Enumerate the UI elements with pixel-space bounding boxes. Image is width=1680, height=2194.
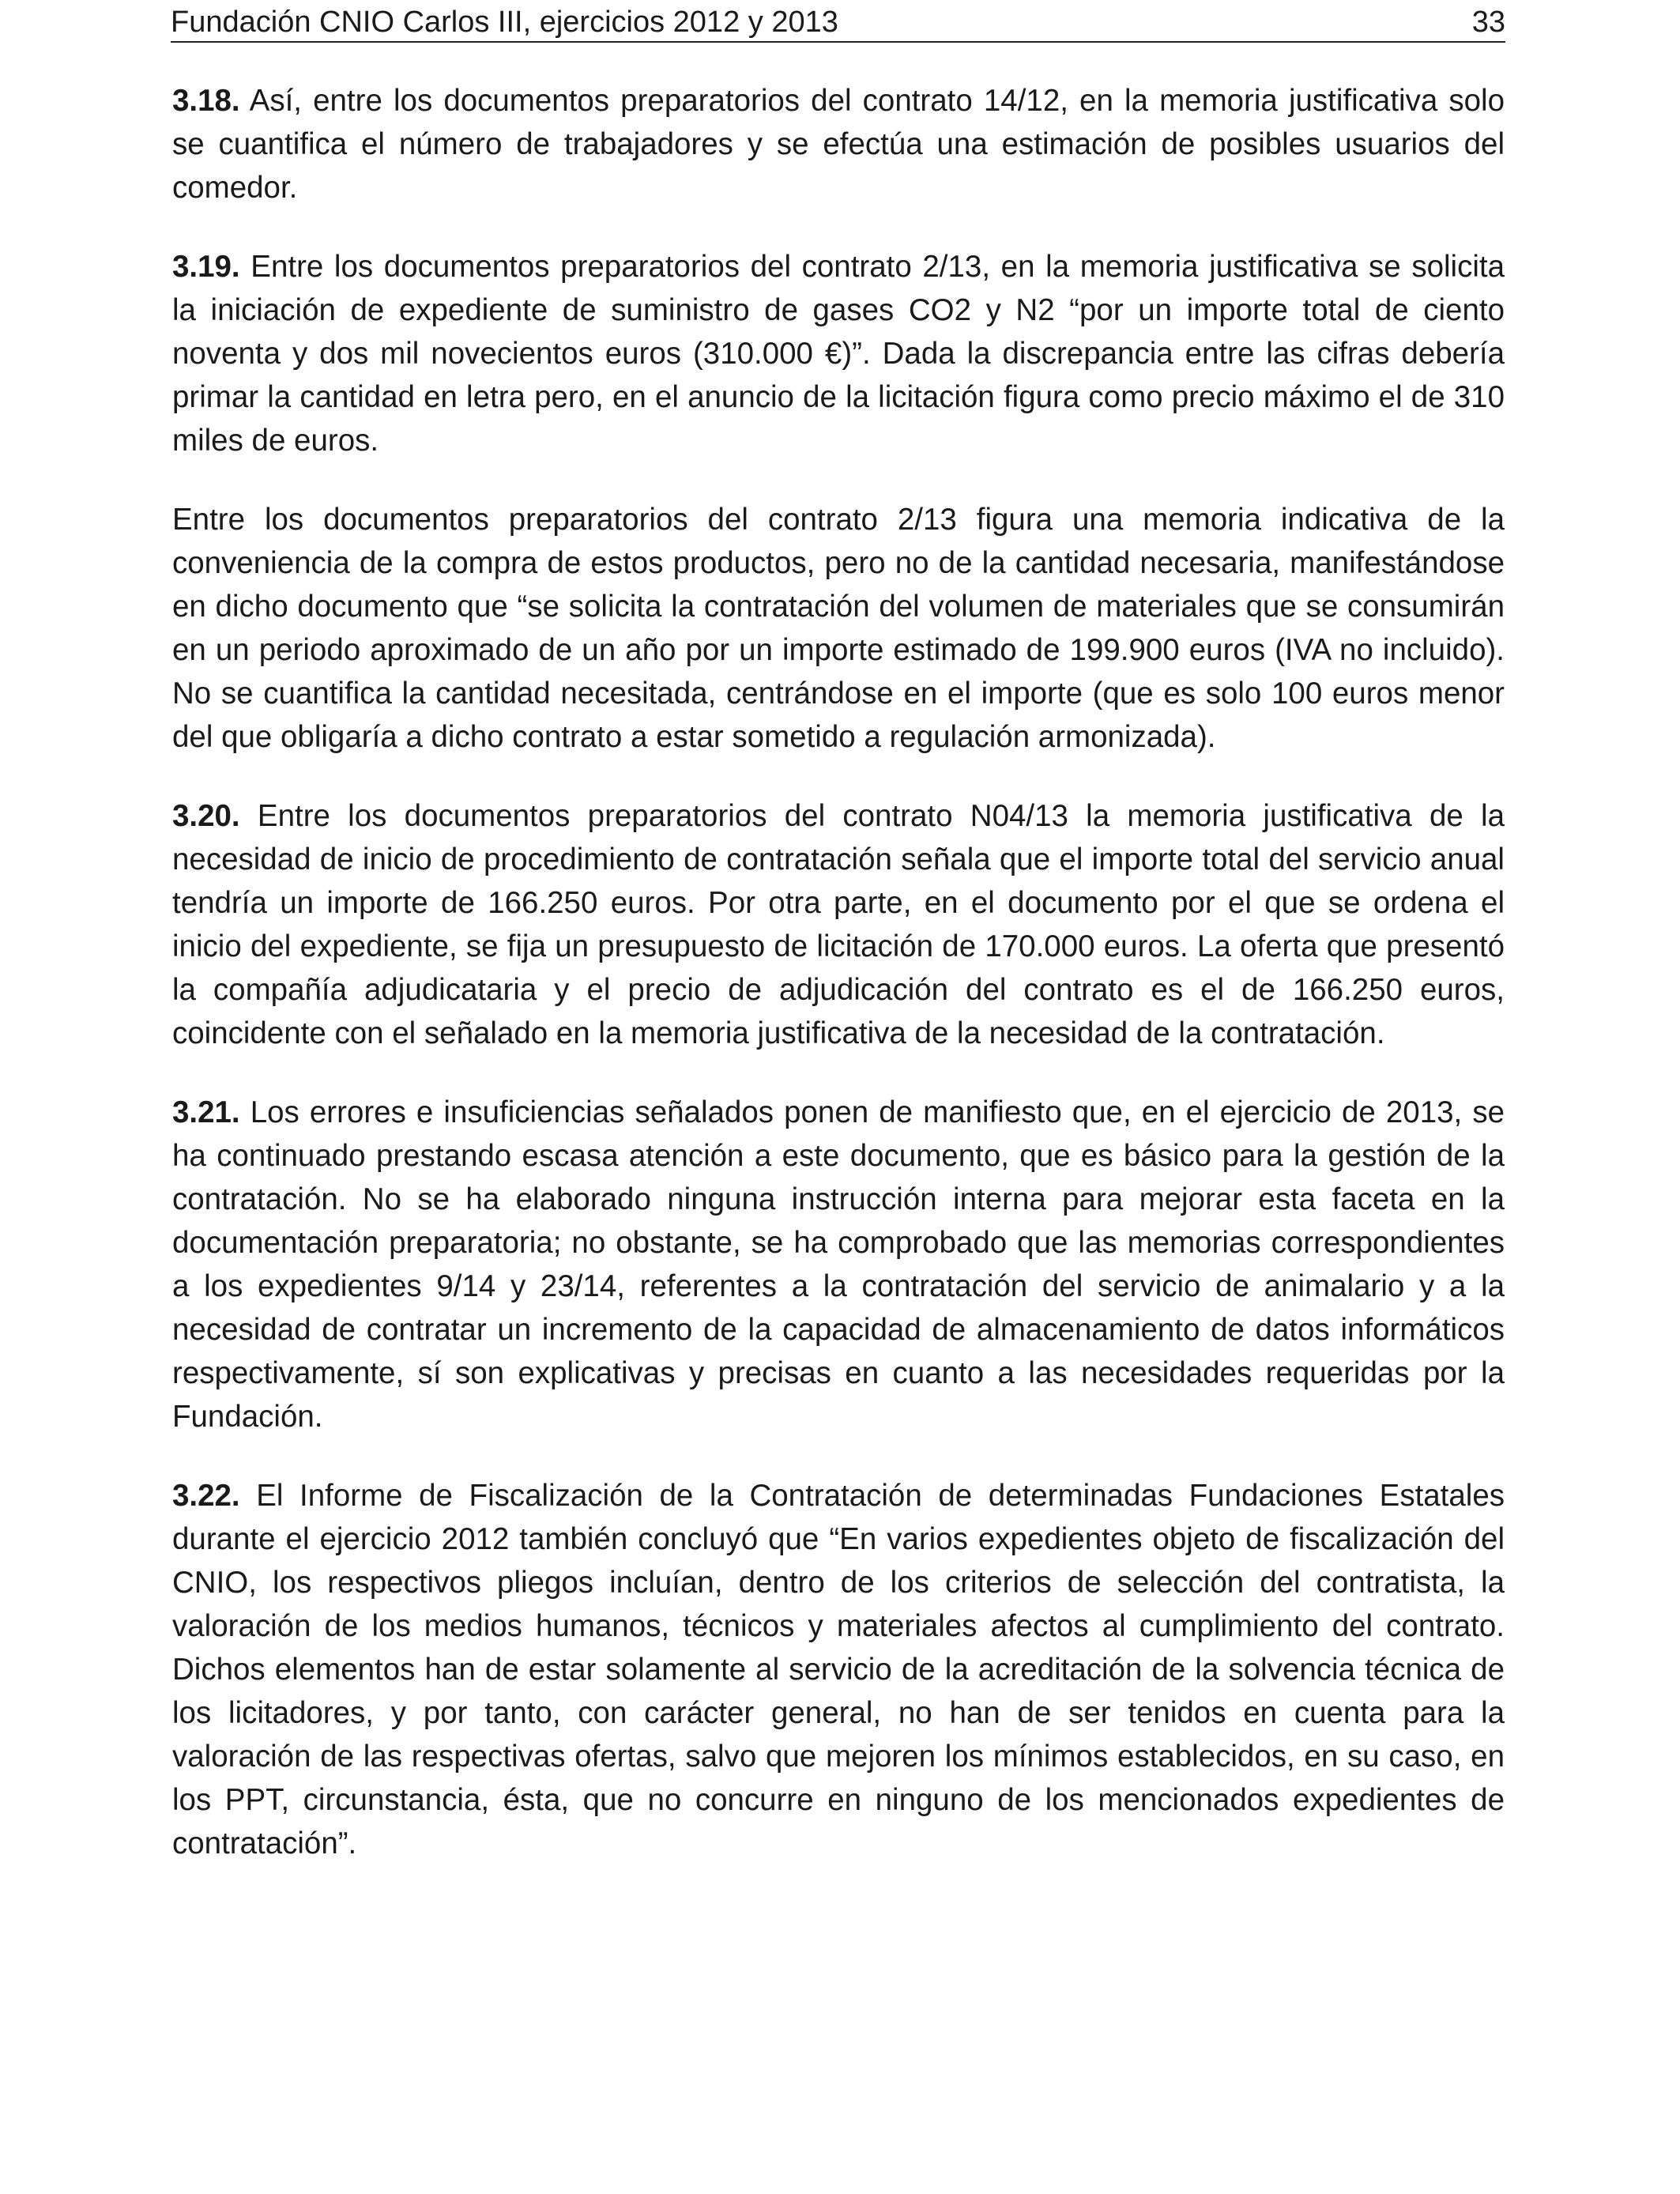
paragraph-3-21 <box>172 1091 1505 1438</box>
paragraph-number: 3.19. <box>172 250 240 284</box>
paragraph-number: 3.20. <box>172 799 240 833</box>
document-body <box>172 79 1505 1901</box>
paragraph-number: 3.18. <box>172 84 240 118</box>
paragraph-3-19 <box>172 245 1505 462</box>
paragraph-number: 3.22. <box>172 1479 240 1513</box>
paragraph-text: Entre los documentos preparatorios del contrato N04/13 la memoria justificativa de la necesidad de inicio de procedimiento de contratación señala que el importe total del servicio anual tendría un importe de 166.250 euros. Por otra parte, en el documento por el que se ordena el inicio del expediente, se fija un presupuesto de licitación de 170.000 euros. La oferta que presentó la compañía adjudicataria y el precio de adjudicación del contrato es el de 166.250 euros, coincidente con el señalado en la memoria justificativa de la necesidad de la contratación. <box>172 799 1505 1050</box>
page-number: 33 <box>1471 6 1505 39</box>
paragraph-3-18 <box>172 79 1505 209</box>
header-title: Fundación CNIO Carlos III, ejercicios 2012 y 2013 <box>171 6 838 39</box>
paragraph-text: Los errores e insuficiencias señalados ponen de manifiesto que, en el ejercicio de 2013, se ha continuado prestando escasa atención a este documento, que es básico para la gestión de la contratación. No se ha elaborado ninguna instrucción interna para mejorar esta faceta en la documentación preparatoria; no obstante, se ha comprobado que las memorias correspondientes a los expedientes 9/14 y 23/14, referentes a la contratación del servicio de animalario y a la necesidad de contratar un incremento de la capacidad de almacenamiento de datos informáticos respectivamente, sí son explicativas y precisas en cuanto a las necesidades requeridas por la Fundación. <box>172 1095 1505 1434</box>
page-header <box>171 0 1505 43</box>
paragraph-text: Entre los documentos preparatorios del contrato 2/13 figura una memoria indicativa de la conveniencia de la compra de estos productos, pero no de la cantidad necesaria, manifestándose en dicho documento que “se solicita la contratación del volumen de materiales que se consumirán en un periodo aproximado de un año por un importe estimado de 199.900 euros (IVA no incluido). No se cuantifica la cantidad necesitada, centrándose en el importe (que es solo 100 euros menor del que obligaría a dicho contrato a estar sometido a regulación armonizada). <box>172 503 1505 754</box>
paragraph-3-19-continued <box>172 498 1505 759</box>
paragraph-text: Así, entre los documentos preparatorios del contrato 14/12, en la memoria justificativa solo se cuantifica el número de trabajadores y se efectúa una estimación de posibles usuarios del comedor. <box>172 84 1505 205</box>
paragraph-text: El Informe de Fiscalización de la Contratación de determinadas Fundaciones Estatales durante el ejercicio 2012 también concluyó que “En varios expedientes objeto de fiscalización del CNIO, los respectivos pliegos incluían, dentro de los criterios de selección del contratista, la valoración de los medios humanos, técnicos y materiales afectos al cumplimiento del contrato. Dichos elementos han de estar solamente al servicio de la acreditación de la solvencia técnica de los licitadores, y por tanto, con carácter general, no han de ser tenidos en cuenta para la valoración de las respectivas ofertas, salvo que mejoren los mínimos establecidos, en su caso, en los PPT, circunstancia, ésta, que no concurre en ninguno de los mencionados expedientes de contratación”. <box>172 1479 1505 1860</box>
paragraph-text: Entre los documentos preparatorios del contrato 2/13, en la memoria justificativa se solicita la iniciación de expediente de suministro de gases CO2 y N2 “por un importe total de ciento noventa y dos mil novecientos euros (310.000 €)”. Dada la discrepancia entre las cifras debería primar la cantidad en letra pero, en el anuncio de la licitación figura como precio máximo el de 310 miles de euros. <box>172 250 1505 458</box>
paragraph-3-22 <box>172 1474 1505 1865</box>
paragraph-3-20 <box>172 794 1505 1055</box>
paragraph-number: 3.21. <box>172 1095 240 1129</box>
